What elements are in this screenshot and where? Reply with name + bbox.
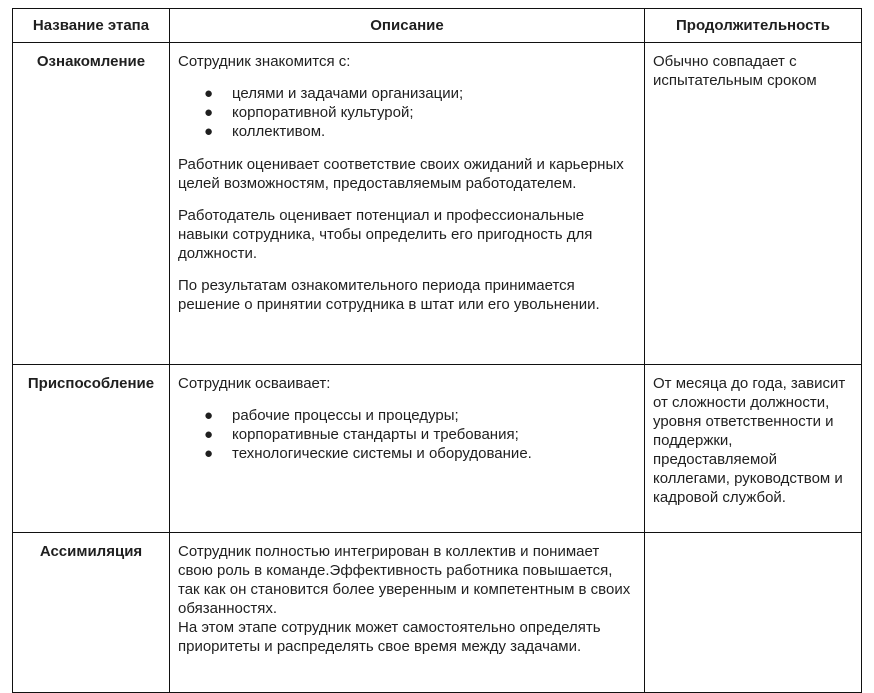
table-header-row	[13, 9, 862, 43]
list-item-text: целями и задачами организации;	[232, 85, 464, 102]
duration-cell: От месяца до года, зависит от сложности должности, уровня ответственности и поддержки, предоставляемой коллегами, руководством и кадровой службой.	[645, 365, 862, 533]
bullet-icon: ●	[204, 445, 214, 462]
stage-name-cell: Приспособление	[13, 365, 170, 533]
description-intro: Сотрудник осваивает:	[178, 375, 331, 392]
list-item	[204, 84, 636, 103]
description-intro: Сотрудник знакомится с:	[178, 53, 351, 70]
list-item	[204, 444, 636, 463]
stage-name-cell: Ознакомление	[13, 43, 170, 365]
header-duration: Продолжительность	[645, 9, 862, 43]
duration-cell: Обычно совпадает с испытательным сроком	[645, 43, 862, 365]
list-item-text: коллективом.	[232, 123, 326, 140]
list-item	[204, 425, 636, 444]
header-stage-name: Название этапа	[13, 9, 170, 43]
stages-table-wrapper	[12, 8, 861, 693]
table-row-adjustment	[13, 365, 862, 533]
list-item-text: рабочие процессы и процедуры;	[232, 407, 459, 424]
list-item-text: корпоративной культурой;	[232, 104, 414, 121]
bullet-list	[178, 406, 636, 463]
description-paragraph: По результатам ознакомительного периода принимается решение о принятии сотрудника в штат или его увольнении.	[178, 277, 600, 313]
header-description: Описание	[170, 9, 645, 43]
list-item-text: корпоративные стандарты и требования;	[232, 426, 519, 443]
list-item	[204, 406, 636, 425]
stage-name-cell: Ассимиляция	[13, 533, 170, 693]
description-cell	[170, 365, 645, 533]
list-item	[204, 122, 636, 141]
list-item	[204, 103, 636, 122]
table-row-familiarization	[13, 43, 862, 365]
description-cell	[170, 533, 645, 693]
adaptation-stages-table	[12, 8, 862, 693]
table-row-assimilation	[13, 533, 862, 693]
bullet-icon: ●	[204, 123, 214, 140]
duration-cell	[645, 533, 862, 693]
description-cell	[170, 43, 645, 365]
bullet-icon: ●	[204, 85, 214, 102]
bullet-icon: ●	[204, 104, 214, 121]
bullet-icon: ●	[204, 407, 214, 424]
bullet-icon: ●	[204, 426, 214, 443]
description-paragraph: Работодатель оценивает потенциал и профессиональные навыки сотрудника, чтобы определить его пригодность для должности.	[178, 207, 593, 262]
bullet-list	[178, 84, 636, 141]
description-paragraph: На этом этапе сотрудник может самостоятельно определять приоритеты и распределять свое время между задачами.	[178, 619, 601, 655]
list-item-text: технологические системы и оборудование.	[232, 445, 532, 462]
description-paragraph: Работник оценивает соответствие своих ожиданий и карьерных целей возможностям, предоставляемым работодателем.	[178, 156, 624, 192]
description-paragraph: Сотрудник полностью интегрирован в коллектив и понимает свою роль в команде.Эффективность работника повышается, так как он становится более уверенным и компетентным в своих обязанностях.	[178, 543, 631, 617]
